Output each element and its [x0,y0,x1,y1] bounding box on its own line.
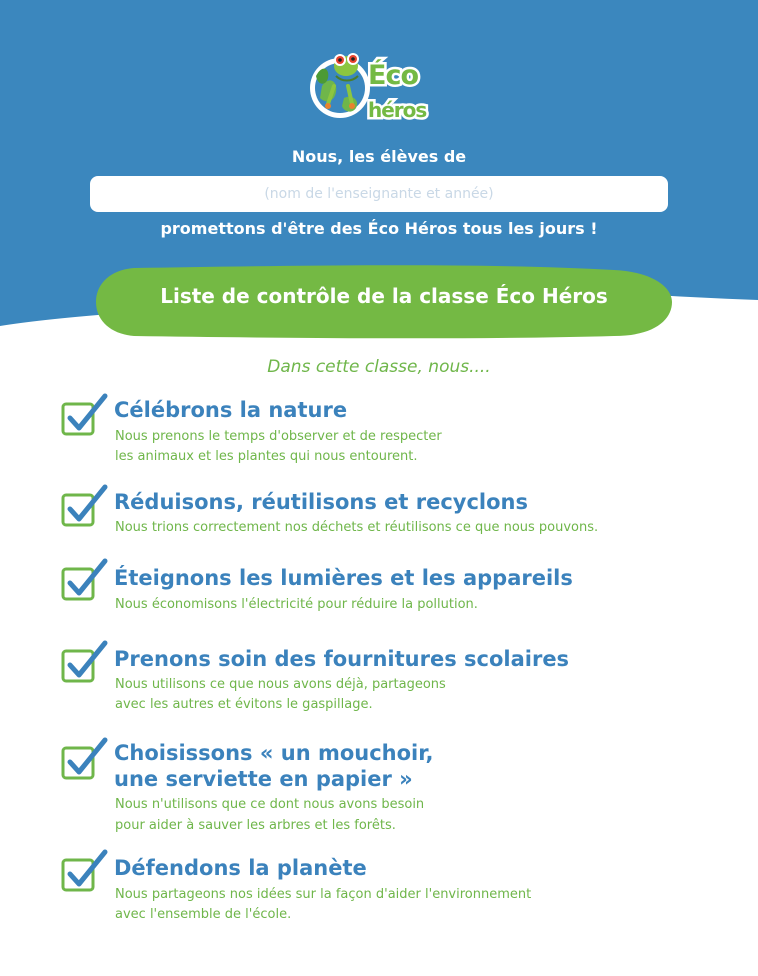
checklist-item-description: Nous prenons le temps d'observer et de respecter [115,429,442,444]
checklist-item-description: Nous utilisons ce que nous avons déjà, partageons [115,677,446,692]
pledge-intro-text: Nous, les élèves de [291,147,467,166]
teacher-name-field[interactable] [90,176,668,212]
checklist-title: Liste de contrôle de la classe Éco Héros [160,284,608,308]
checklist-item-title: Célébrons la nature [114,398,348,422]
checklist-item-title: Défendons la planète [114,856,367,880]
checklist-item-description: pour aider à sauver les arbres et les forêts. [115,818,396,833]
checkbox-checked-icon[interactable] [60,639,110,685]
pledge-promise-text: promettons d'être des Éco Héros tous les jours ! [160,219,598,238]
checklist-item-description: Nous économisons l'électricité pour réduire la pollution. [115,597,478,612]
checklist-item-description: avec les autres et évitons le gaspillage. [115,697,373,712]
checkbox-checked-icon[interactable] [60,392,110,438]
checkbox-checked-icon[interactable] [60,483,110,529]
logo-text-eco: Éco [368,60,418,91]
checklist-item-description: les animaux et les plantes qui nous entourent. [115,449,418,464]
checklist-item-title: Éteignons les lumières et les appareils [114,566,573,590]
checklist-item-description: Nous n'utilisons que ce dont nous avons besoin [115,797,425,812]
checklist-subtitle: Dans cette classe, nous.... [267,357,491,377]
checklist-item-description: Nous trions correctement nos déchets et réutilisons ce que nous pouvons. [115,520,599,535]
checklist-item-title: Prenons soin des fournitures scolaires [114,647,570,671]
logo-text-heros: héros [368,98,427,122]
checkbox-checked-icon[interactable] [60,557,110,603]
checklist-item-description: Nous partageons nos idées sur la façon d'aider l'environnement [115,887,532,902]
checkbox-checked-icon[interactable] [60,848,110,894]
checklist-item-title: Choisissons « un mouchoir, [114,741,434,765]
checklist-item-title: une serviette en papier » [114,767,413,791]
checkbox-checked-icon[interactable] [60,736,110,782]
checklist-item-title: Réduisons, réutilisons et recyclons [114,490,528,514]
checklist-item-description: avec l'ensemble de l'école. [115,907,292,922]
